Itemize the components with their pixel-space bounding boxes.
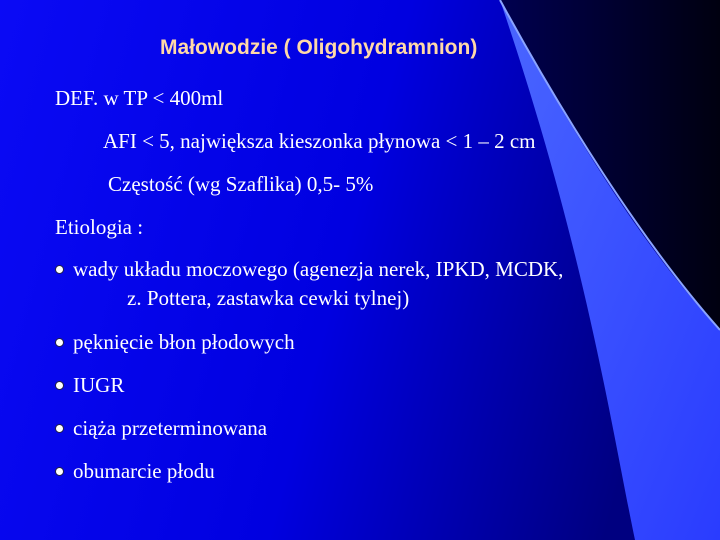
bullet-dot-icon [55, 338, 64, 347]
definition-line: DEF. w TP < 400ml [55, 86, 224, 110]
list-item-text: ciąża przeterminowana [73, 416, 268, 440]
etiology-heading: Etiologia : [55, 215, 144, 239]
bullet-dot-icon [55, 424, 64, 433]
list-item-text: pęknięcie błon płodowych [73, 330, 295, 354]
list-item-text: obumarcie płodu [73, 459, 215, 483]
slide-title: Małowodzie ( Oligohydramnion) [160, 36, 478, 59]
list-item-text: IUGR [73, 373, 125, 397]
list-item-text: wady układu moczowego (agenezja nerek, IPKD, MCDK, [73, 257, 564, 281]
afi-line: AFI < 5, największa kieszonka płynowa < 1 – 2 cm [103, 129, 536, 153]
bullet-dot-icon [55, 381, 64, 390]
bullet-dot-icon [55, 265, 64, 274]
list-item-text-continued: z. Pottera, zastawka cewki tylnej) [127, 286, 410, 310]
bullet-dot-icon [55, 467, 64, 476]
frequency-line: Częstość (wg Szaflika) 0,5- 5% [108, 172, 374, 196]
